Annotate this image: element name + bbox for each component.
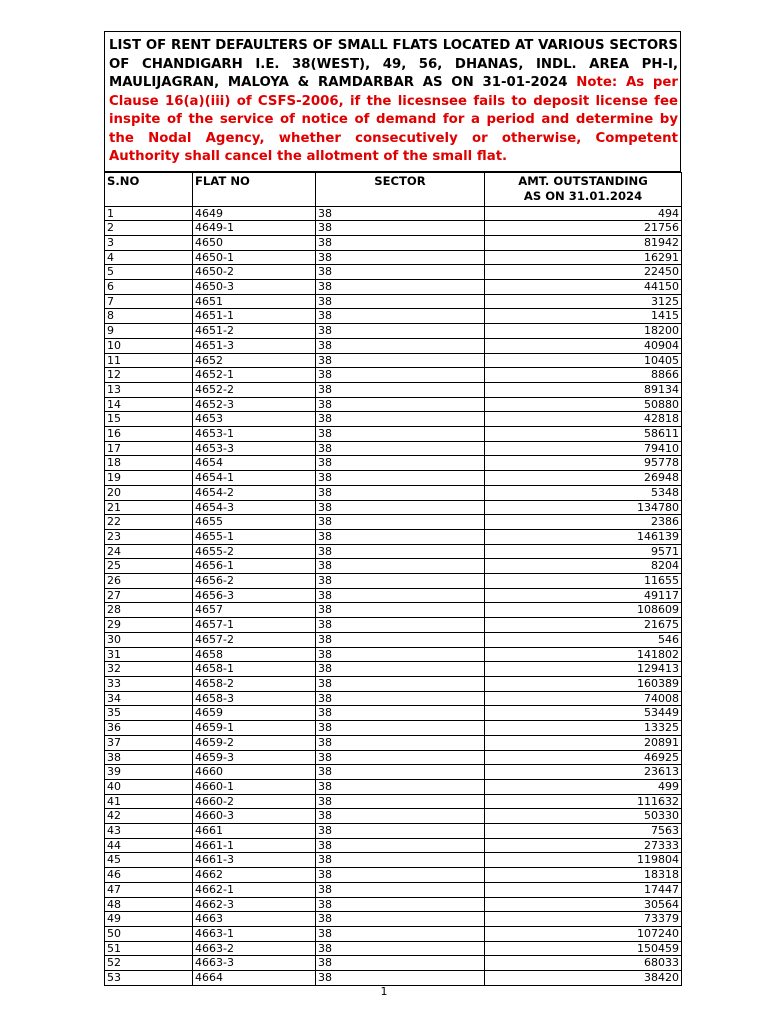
column-header-sno: S.NO <box>105 172 193 206</box>
cell-amount: 1415 <box>485 309 682 324</box>
cell-sno: 16 <box>105 427 193 442</box>
cell-sector: 38 <box>316 206 485 221</box>
cell-amount: 74008 <box>485 691 682 706</box>
cell-sector: 38 <box>316 647 485 662</box>
table-row <box>105 485 682 500</box>
table-row <box>105 779 682 794</box>
table-row <box>105 809 682 824</box>
cell-amount: 107240 <box>485 926 682 941</box>
cell-amount: 46925 <box>485 750 682 765</box>
cell-sno: 5 <box>105 265 193 280</box>
cell-sector: 38 <box>316 265 485 280</box>
cell-amount: 146139 <box>485 529 682 544</box>
cell-flat-no: 4658-1 <box>193 662 316 677</box>
table-row <box>105 750 682 765</box>
cell-sno: 35 <box>105 706 193 721</box>
cell-flat-no: 4662-3 <box>193 897 316 912</box>
cell-amount: 11655 <box>485 574 682 589</box>
document <box>104 31 681 986</box>
cell-amount: 38420 <box>485 971 682 986</box>
cell-amount: 134780 <box>485 500 682 515</box>
cell-sno: 22 <box>105 515 193 530</box>
cell-sector: 38 <box>316 838 485 853</box>
cell-amount: 5348 <box>485 485 682 500</box>
table-row <box>105 471 682 486</box>
cell-flat-no: 4657-2 <box>193 632 316 647</box>
cell-amount: 40904 <box>485 338 682 353</box>
cell-flat-no: 4650 <box>193 235 316 250</box>
cell-amount: 9571 <box>485 544 682 559</box>
cell-flat-no: 4655 <box>193 515 316 530</box>
cell-sector: 38 <box>316 588 485 603</box>
table-row <box>105 368 682 383</box>
cell-amount: 17447 <box>485 882 682 897</box>
table-row <box>105 515 682 530</box>
cell-sno: 34 <box>105 691 193 706</box>
table-row <box>105 235 682 250</box>
cell-flat-no: 4663 <box>193 912 316 927</box>
column-header-amount <box>485 172 682 206</box>
cell-sno: 27 <box>105 588 193 603</box>
table-row <box>105 294 682 309</box>
table-row <box>105 588 682 603</box>
cell-sector: 38 <box>316 309 485 324</box>
cell-sector: 38 <box>316 544 485 559</box>
cell-flat-no: 4662 <box>193 868 316 883</box>
cell-amount: 73379 <box>485 912 682 927</box>
cell-amount: 10405 <box>485 353 682 368</box>
cell-sno: 8 <box>105 309 193 324</box>
note-text: Note: As per Clause 16(a)(iii) of CSFS-2006, if the licesnsee fails to deposit license fee inspite of the service of notice of demand for a period and determine by the Nodal Agency, whether consecutively or otherwise, Competent Authority shall cancel the allotment of the small flat. <box>109 75 678 164</box>
cell-sector: 38 <box>316 456 485 471</box>
cell-flat-no: 4650-3 <box>193 280 316 295</box>
cell-sector: 38 <box>316 294 485 309</box>
cell-sno: 11 <box>105 353 193 368</box>
cell-sno: 15 <box>105 412 193 427</box>
cell-sno: 24 <box>105 544 193 559</box>
table-row <box>105 397 682 412</box>
cell-sno: 2 <box>105 221 193 236</box>
cell-sno: 49 <box>105 912 193 927</box>
cell-flat-no: 4657-1 <box>193 618 316 633</box>
table-row <box>105 382 682 397</box>
cell-amount: 26948 <box>485 471 682 486</box>
cell-flat-no: 4662-1 <box>193 882 316 897</box>
table-row <box>105 309 682 324</box>
amount-header-line1: AMT. OUTSTANDING <box>518 173 648 188</box>
cell-flat-no: 4659-3 <box>193 750 316 765</box>
cell-sno: 21 <box>105 500 193 515</box>
table-row <box>105 941 682 956</box>
table-row <box>105 280 682 295</box>
cell-flat-no: 4663-1 <box>193 926 316 941</box>
cell-sno: 44 <box>105 838 193 853</box>
cell-amount: 50880 <box>485 397 682 412</box>
cell-flat-no: 4660-1 <box>193 779 316 794</box>
cell-flat-no: 4661-3 <box>193 853 316 868</box>
cell-amount: 89134 <box>485 382 682 397</box>
cell-flat-no: 4661-1 <box>193 838 316 853</box>
cell-flat-no: 4658 <box>193 647 316 662</box>
table-row <box>105 912 682 927</box>
table-row <box>105 559 682 574</box>
cell-sno: 6 <box>105 280 193 295</box>
cell-sector: 38 <box>316 250 485 265</box>
cell-sno: 3 <box>105 235 193 250</box>
cell-sector: 38 <box>316 529 485 544</box>
cell-flat-no: 4660-3 <box>193 809 316 824</box>
cell-amount: 21756 <box>485 221 682 236</box>
table-row <box>105 206 682 221</box>
table-row <box>105 735 682 750</box>
cell-amount: 8866 <box>485 368 682 383</box>
cell-amount: 8204 <box>485 559 682 574</box>
cell-sno: 47 <box>105 882 193 897</box>
table-row <box>105 853 682 868</box>
cell-amount: 129413 <box>485 662 682 677</box>
cell-sno: 50 <box>105 926 193 941</box>
cell-flat-no: 4656-1 <box>193 559 316 574</box>
cell-amount: 108609 <box>485 603 682 618</box>
cell-flat-no: 4655-2 <box>193 544 316 559</box>
cell-flat-no: 4653-3 <box>193 441 316 456</box>
cell-sector: 38 <box>316 353 485 368</box>
cell-flat-no: 4650-2 <box>193 265 316 280</box>
cell-flat-no: 4652-3 <box>193 397 316 412</box>
cell-flat-no: 4649 <box>193 206 316 221</box>
cell-flat-no: 4659 <box>193 706 316 721</box>
cell-flat-no: 4651-2 <box>193 324 316 339</box>
cell-sector: 38 <box>316 941 485 956</box>
table-row <box>105 647 682 662</box>
cell-sno: 18 <box>105 456 193 471</box>
cell-sno: 26 <box>105 574 193 589</box>
cell-sector: 38 <box>316 338 485 353</box>
cell-sector: 38 <box>316 382 485 397</box>
cell-amount: 79410 <box>485 441 682 456</box>
cell-sno: 33 <box>105 677 193 692</box>
cell-sno: 9 <box>105 324 193 339</box>
table-row <box>105 412 682 427</box>
cell-sno: 20 <box>105 485 193 500</box>
page-number: 1 <box>380 985 388 998</box>
cell-sector: 38 <box>316 662 485 677</box>
cell-amount: 30564 <box>485 897 682 912</box>
table-row <box>105 971 682 986</box>
table-row <box>105 677 682 692</box>
cell-sector: 38 <box>316 956 485 971</box>
table-row <box>105 456 682 471</box>
column-header-sector: SECTOR <box>316 172 485 206</box>
table-row <box>105 926 682 941</box>
cell-sector: 38 <box>316 427 485 442</box>
cell-sno: 14 <box>105 397 193 412</box>
table-row <box>105 632 682 647</box>
table-row <box>105 897 682 912</box>
cell-sno: 25 <box>105 559 193 574</box>
cell-amount: 58611 <box>485 427 682 442</box>
table-row <box>105 882 682 897</box>
cell-sno: 10 <box>105 338 193 353</box>
cell-flat-no: 4660-2 <box>193 794 316 809</box>
cell-sector: 38 <box>316 368 485 383</box>
cell-flat-no: 4659-2 <box>193 735 316 750</box>
cell-amount: 160389 <box>485 677 682 692</box>
cell-amount: 16291 <box>485 250 682 265</box>
cell-sno: 41 <box>105 794 193 809</box>
cell-sno: 23 <box>105 529 193 544</box>
cell-amount: 7563 <box>485 824 682 839</box>
table-row <box>105 794 682 809</box>
table-row <box>105 250 682 265</box>
cell-amount: 68033 <box>485 956 682 971</box>
table-row <box>105 529 682 544</box>
cell-flat-no: 4651-3 <box>193 338 316 353</box>
cell-sector: 38 <box>316 824 485 839</box>
table-row <box>105 265 682 280</box>
table-row <box>105 838 682 853</box>
cell-sno: 13 <box>105 382 193 397</box>
cell-sno: 45 <box>105 853 193 868</box>
cell-amount: 27333 <box>485 838 682 853</box>
cell-flat-no: 4651-1 <box>193 309 316 324</box>
cell-flat-no: 4649-1 <box>193 221 316 236</box>
cell-sector: 38 <box>316 500 485 515</box>
cell-sector: 38 <box>316 735 485 750</box>
cell-flat-no: 4659-1 <box>193 721 316 736</box>
cell-flat-no: 4655-1 <box>193 529 316 544</box>
cell-sector: 38 <box>316 603 485 618</box>
cell-amount: 494 <box>485 206 682 221</box>
cell-sno: 38 <box>105 750 193 765</box>
cell-sno: 40 <box>105 779 193 794</box>
cell-sno: 36 <box>105 721 193 736</box>
cell-amount: 81942 <box>485 235 682 250</box>
table-row <box>105 765 682 780</box>
cell-amount: 50330 <box>485 809 682 824</box>
cell-sector: 38 <box>316 471 485 486</box>
cell-amount: 499 <box>485 779 682 794</box>
cell-flat-no: 4657 <box>193 603 316 618</box>
table-row <box>105 221 682 236</box>
cell-amount: 111632 <box>485 794 682 809</box>
cell-amount: 20891 <box>485 735 682 750</box>
cell-flat-no: 4661 <box>193 824 316 839</box>
cell-sno: 12 <box>105 368 193 383</box>
cell-amount: 13325 <box>485 721 682 736</box>
cell-amount: 150459 <box>485 941 682 956</box>
cell-sector: 38 <box>316 677 485 692</box>
table-row <box>105 427 682 442</box>
cell-sno: 52 <box>105 956 193 971</box>
cell-flat-no: 4652 <box>193 353 316 368</box>
cell-flat-no: 4650-1 <box>193 250 316 265</box>
table-row <box>105 544 682 559</box>
cell-flat-no: 4654 <box>193 456 316 471</box>
cell-flat-no: 4664 <box>193 971 316 986</box>
cell-flat-no: 4663-2 <box>193 941 316 956</box>
cell-flat-no: 4651 <box>193 294 316 309</box>
cell-sno: 39 <box>105 765 193 780</box>
cell-sno: 32 <box>105 662 193 677</box>
table-row <box>105 603 682 618</box>
cell-sno: 37 <box>105 735 193 750</box>
cell-amount: 141802 <box>485 647 682 662</box>
document-title: LIST OF RENT DEFAULTERS OF SMALL FLATS LOCATED AT VARIOUS SECTORS OF CHANDIGARH I.E. 38(WEST), 49, 56, DHANAS, INDL. AREA PH-I, MAULIJAGRAN, MALOYA & RAMDARBAR AS ON 31-01-2024 <box>109 38 678 90</box>
cell-sector: 38 <box>316 706 485 721</box>
cell-sector: 38 <box>316 779 485 794</box>
cell-sector: 38 <box>316 280 485 295</box>
cell-sno: 53 <box>105 971 193 986</box>
cell-amount: 49117 <box>485 588 682 603</box>
cell-sector: 38 <box>316 559 485 574</box>
table-header-row <box>105 172 682 206</box>
cell-amount: 21675 <box>485 618 682 633</box>
cell-amount: 22450 <box>485 265 682 280</box>
cell-sno: 30 <box>105 632 193 647</box>
cell-amount: 2386 <box>485 515 682 530</box>
document-header <box>104 31 681 172</box>
cell-flat-no: 4653 <box>193 412 316 427</box>
table-row <box>105 500 682 515</box>
cell-amount: 18200 <box>485 324 682 339</box>
cell-sno: 42 <box>105 809 193 824</box>
cell-sector: 38 <box>316 897 485 912</box>
cell-flat-no: 4652-2 <box>193 382 316 397</box>
cell-amount: 53449 <box>485 706 682 721</box>
cell-sector: 38 <box>316 971 485 986</box>
table-row <box>105 691 682 706</box>
cell-sector: 38 <box>316 809 485 824</box>
cell-sno: 17 <box>105 441 193 456</box>
cell-sector: 38 <box>316 926 485 941</box>
cell-sector: 38 <box>316 912 485 927</box>
cell-sector: 38 <box>316 574 485 589</box>
cell-sno: 19 <box>105 471 193 486</box>
cell-flat-no: 4658-2 <box>193 677 316 692</box>
cell-sno: 28 <box>105 603 193 618</box>
cell-flat-no: 4654-3 <box>193 500 316 515</box>
table-row <box>105 574 682 589</box>
cell-flat-no: 4652-1 <box>193 368 316 383</box>
cell-sno: 51 <box>105 941 193 956</box>
cell-sector: 38 <box>316 412 485 427</box>
cell-sector: 38 <box>316 721 485 736</box>
cell-sector: 38 <box>316 324 485 339</box>
cell-flat-no: 4658-3 <box>193 691 316 706</box>
cell-flat-no: 4660 <box>193 765 316 780</box>
cell-amount: 42818 <box>485 412 682 427</box>
cell-flat-no: 4663-3 <box>193 956 316 971</box>
cell-amount: 95778 <box>485 456 682 471</box>
amount-header-line2: AS ON 31.01.2024 <box>523 188 643 203</box>
table-row <box>105 824 682 839</box>
cell-flat-no: 4654-2 <box>193 485 316 500</box>
cell-sno: 31 <box>105 647 193 662</box>
cell-sno: 1 <box>105 206 193 221</box>
defaulters-table <box>104 172 682 986</box>
cell-flat-no: 4656-2 <box>193 574 316 589</box>
cell-amount: 3125 <box>485 294 682 309</box>
table-row <box>105 868 682 883</box>
table-body <box>105 206 682 985</box>
cell-sector: 38 <box>316 868 485 883</box>
cell-flat-no: 4654-1 <box>193 471 316 486</box>
cell-amount: 23613 <box>485 765 682 780</box>
table-row <box>105 441 682 456</box>
table-row <box>105 662 682 677</box>
cell-amount: 18318 <box>485 868 682 883</box>
table-row <box>105 324 682 339</box>
cell-sector: 38 <box>316 485 485 500</box>
cell-sector: 38 <box>316 397 485 412</box>
cell-amount: 44150 <box>485 280 682 295</box>
cell-sector: 38 <box>316 794 485 809</box>
cell-sno: 43 <box>105 824 193 839</box>
cell-flat-no: 4653-1 <box>193 427 316 442</box>
cell-sector: 38 <box>316 441 485 456</box>
cell-sector: 38 <box>316 853 485 868</box>
cell-sno: 46 <box>105 868 193 883</box>
table-row <box>105 721 682 736</box>
cell-sector: 38 <box>316 632 485 647</box>
cell-flat-no: 4656-3 <box>193 588 316 603</box>
cell-sector: 38 <box>316 765 485 780</box>
cell-sector: 38 <box>316 691 485 706</box>
cell-sno: 7 <box>105 294 193 309</box>
table-row <box>105 706 682 721</box>
cell-sector: 38 <box>316 618 485 633</box>
cell-sector: 38 <box>316 515 485 530</box>
table-row <box>105 338 682 353</box>
cell-sno: 4 <box>105 250 193 265</box>
cell-sector: 38 <box>316 882 485 897</box>
cell-amount: 546 <box>485 632 682 647</box>
cell-sno: 29 <box>105 618 193 633</box>
column-header-flat-no: FLAT NO <box>193 172 316 206</box>
cell-sector: 38 <box>316 235 485 250</box>
table-row <box>105 353 682 368</box>
cell-sector: 38 <box>316 750 485 765</box>
table-row <box>105 618 682 633</box>
cell-sno: 48 <box>105 897 193 912</box>
cell-amount: 119804 <box>485 853 682 868</box>
cell-sector: 38 <box>316 221 485 236</box>
table-row <box>105 956 682 971</box>
